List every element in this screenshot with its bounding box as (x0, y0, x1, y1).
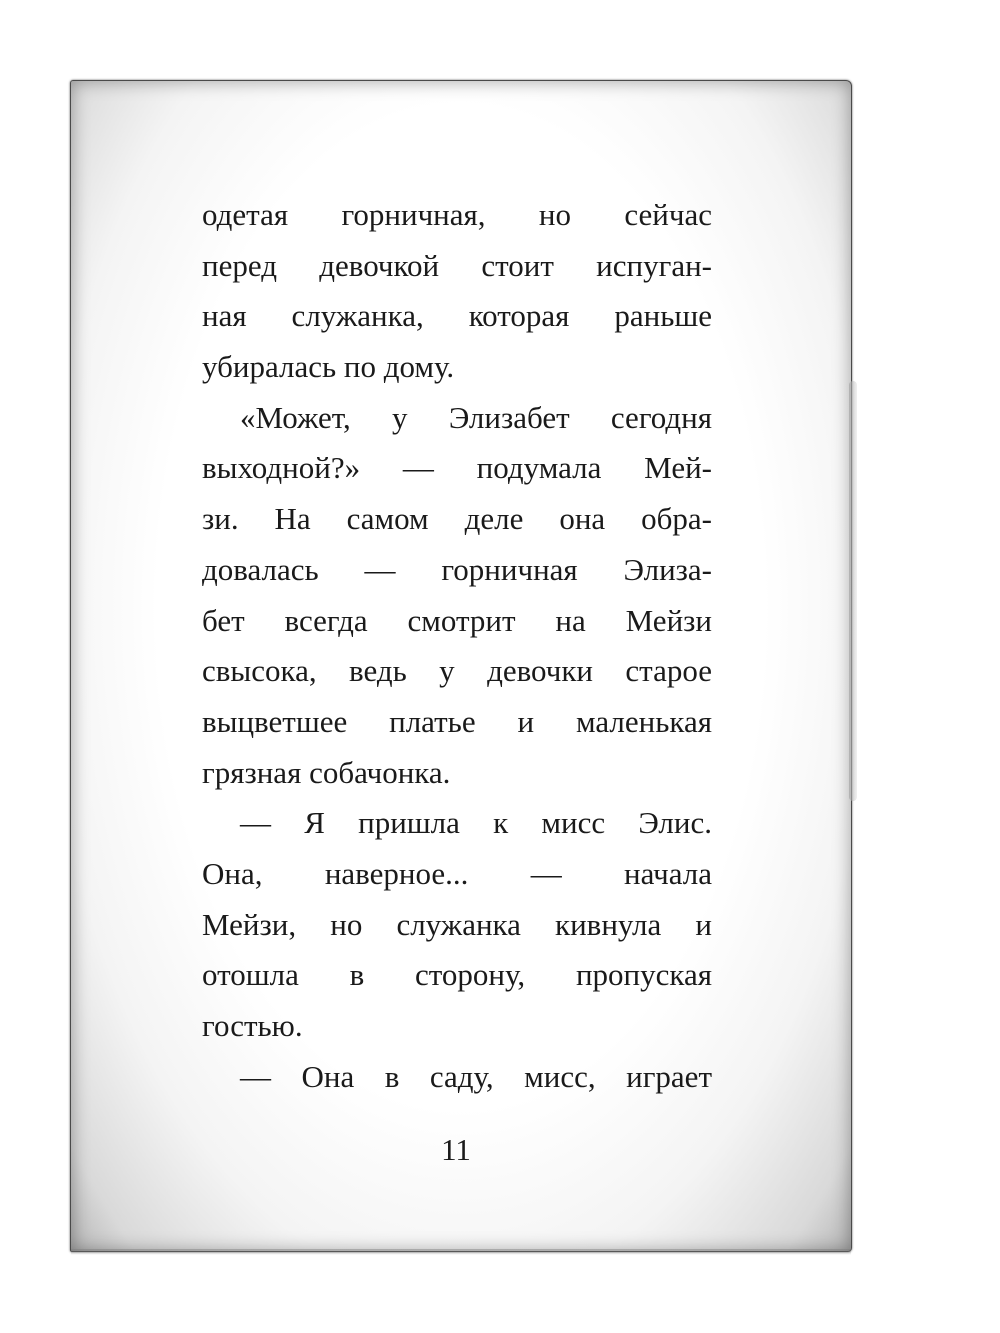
text-line: свысока, ведь у девочки старое (202, 653, 712, 689)
text-line: отошла в сторону, пропуская (202, 957, 712, 993)
text-line: — Я пришла к мисс Элис. (240, 805, 712, 841)
page-number: 11 (441, 1132, 471, 1167)
text-line: грязная собачонка. (202, 754, 451, 790)
text-line: довалась — горничная Элиза- (202, 551, 712, 587)
text-line: ная служанка, которая раньше (202, 298, 712, 334)
text-line: — Она в саду, мисс, играет (240, 1058, 712, 1094)
text-line: «Может, у Элизабет сегодня (240, 399, 712, 435)
text-line: Мейзи, но служанка кивнула и (202, 906, 712, 942)
text-line: выходной?» — подумала Мей- (202, 450, 712, 486)
text-line: убиралась по дому. (202, 349, 455, 385)
body-text (202, 190, 712, 1102)
text-line: бет всегда смотрит на Мейзи (202, 602, 712, 638)
text-line: Она, наверное... — начала (202, 855, 712, 891)
text-line: перед девочкой стоит испуган- (202, 247, 712, 283)
text-line: гостью. (202, 1008, 303, 1043)
text-line: одетая горничная, но сейчас (202, 197, 712, 232)
text-line: выцветшее платье и маленькая (202, 703, 712, 739)
text-line: зи. На самом деле она обра- (202, 501, 712, 537)
